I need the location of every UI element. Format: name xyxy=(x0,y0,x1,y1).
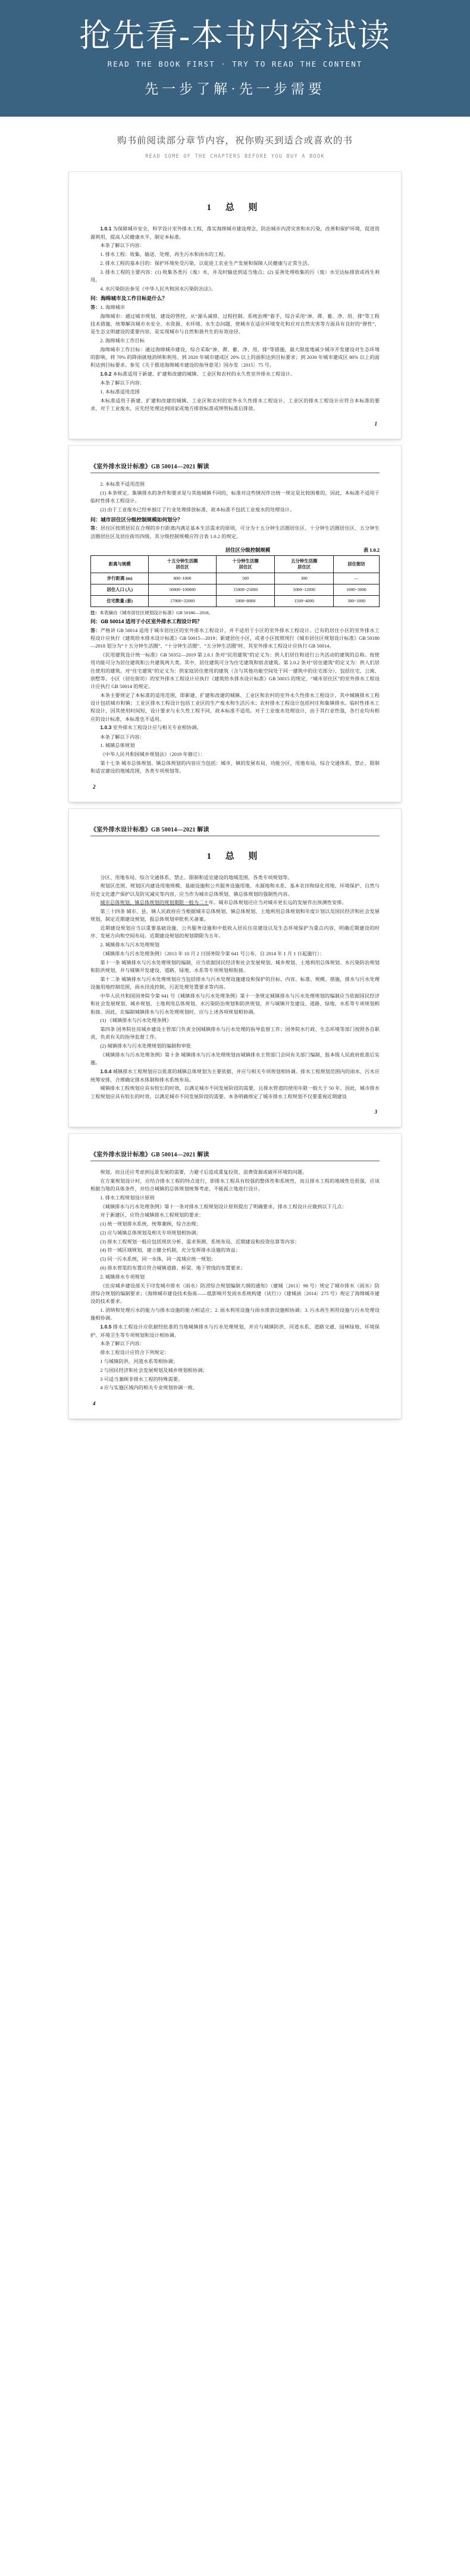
table-row-label: 住宅数量 (套) xyxy=(91,595,149,607)
body-paragraph: 分区、用地布局、综合交通体系、禁止、限制和适宜建设的地域范围，各类专项规划等。 xyxy=(100,874,293,880)
body-paragraph: 规划区范围、规划区内建设用地规模、基础设施和公共服务设施用地、水源地和水系、基本农田和绿化用地、环境保护、自然与历史文化遗产保护以及防灾减灾等内容，应当作为城市总体规划、镇总体规划的强制性内容。 xyxy=(90,883,380,897)
table-row-label: 步行距离 (m) xyxy=(91,573,149,584)
body-paragraph: 1. 消纳和处理污水的能力与排水设施的能力相适应；2. 雨水利用设施与雨水排放设施相协调；3. 污水再生利用设施与污水处理设施相协调。 xyxy=(90,1307,380,1321)
table-cell: 500 xyxy=(216,573,275,584)
clause-number: 1.0.1 xyxy=(100,226,112,232)
promo-subhead xyxy=(0,117,470,171)
body-paragraph: (2) 由于工业废水已经单独订了行业处理排放标准，故本标准不包括工业废水的处理设计。 xyxy=(100,507,295,513)
page-number: 2 xyxy=(93,783,96,790)
body-paragraph: 本条了解以下内容： xyxy=(100,1341,145,1347)
body-paragraph: 第十一条 城镇排水与污水处理规划的编制，应当依据国民经济和社会发展规划、城乡规划、土地利用总体规划、水污染防治规划和防洪规划，并与城镇开发建设、道路、绿地、水系等专项规划相衔接。 xyxy=(90,959,380,974)
page-number: 3 xyxy=(374,1108,377,1115)
table-row-label: 居住人口 (人) xyxy=(91,584,149,595)
body-paragraph: 2. 本标准不适用范围 xyxy=(100,482,145,487)
table-cell: 17000~32000 xyxy=(149,595,216,607)
body-paragraph: 排水工程设计应符合下列规定： xyxy=(100,1350,170,1356)
body-paragraph: (5) 同一污水系统，同一水体，同一流域应统一规划； xyxy=(100,1256,216,1262)
subhead-text-cn: 购书前阅读部分章节内容，祝你购买到适合或喜欢的书 xyxy=(117,136,353,146)
body-paragraph: 1. 城镇总体规划 xyxy=(100,743,135,749)
body-paragraph: 1. 排水工程规划设计原则 xyxy=(100,1195,155,1201)
table-col-header: 十分钟生活圈 居住区 xyxy=(216,555,275,573)
table-number: 表 1.0.2 xyxy=(363,547,380,553)
body-paragraph: 2. 城镇排水与污水处理规划 xyxy=(100,942,160,948)
body-paragraph: 1 与城镇防洪、河道水系等相协调； xyxy=(100,1358,178,1364)
body-paragraph: 海绵城市工作目标：通过海绵城市建设，综合采取“渗、滞、蓄、净、用、排”等措施，最大限度地减少城市开发建设对生态环境的影响，将 70% 的降雨就地消纳和利用。到 2020 年城市建成区 20% 以上的面积达到目标要求；到 2030 年城市建成区 80% 以上的面积达到目标要求。参见《关于推进海绵城市建设的指导意见》国办发〔2015〕75 号。 xyxy=(90,346,380,368)
body-paragraph: 本条了解以下内容： xyxy=(100,734,145,740)
table-col-header: 五分钟生活圈 居住区 xyxy=(275,555,334,573)
banner-subtitle-cn: 先一步了解·先一步需要 xyxy=(145,81,325,96)
body-paragraph: 第十七条 城市总体规划、镇总体规划的内容应当包括：城市、镇的发展布局，功能分区，用地布局，综合交通体系，禁止、限制和适宜建设的地域范围，各类专项规划等。 xyxy=(90,760,380,774)
question-line: 问：海绵城市及工作目标是什么？ xyxy=(90,295,167,302)
question-line: 问：GB 50014 适用于小区室外排水工程设计吗？ xyxy=(90,618,202,624)
table-cell: — xyxy=(333,573,379,584)
body-paragraph: 第四条 国务院住房城乡建设主管部门负责全国城镇排水与污水处理的指导监督工作；国务院水行政、生态环境等部门按照各自职责，负责有关的指导监督工作。 xyxy=(90,1027,380,1040)
table-cell: 300 xyxy=(275,573,334,584)
running-head: 《室外排水设计标准》GB 50014—2021 解读 xyxy=(90,824,380,836)
body-paragraph: 本条主要规定了本标准的适用范围，即新建、扩建和改建的城镇、工业区和农村的室外永久性排水工程设计，其中城镇排水工程设计包括城市和镇；工业区排水工程设计包括工业区的生产废水和生活污水；农村排水工程设计包括村庄和集镇排水。临时性排水工程设计，因其使用时间短，设计要求与永久性工程不同，故本标准不适用。对于工业废水处理设计，由于其行业性强，各行业均有相应的设计标准，本标准也不适用。 xyxy=(90,692,380,722)
body-paragraph: 3 可适当兼顾非排水工程的特殊需要。 xyxy=(100,1376,183,1382)
body-paragraph: 4 应与实施区域内的相关专业规划协调一致。 xyxy=(100,1385,198,1391)
table-note: 注：本表摘自《城市居住区规划设计标准》GB 50180—2018。 xyxy=(90,609,214,615)
body-paragraph: 《城镇排水与污水处理条例》第十一条对排水工程规划设计原则提出了明确要求，排水工程设计应做到以下几点： xyxy=(100,1203,347,1209)
table-col-header: 十五分钟生活圈 居住区 xyxy=(149,555,216,573)
body-paragraph: 《中华人民共和国城乡规划法》（2019 年修订）： xyxy=(100,752,205,758)
body-paragraph: 本条了解以下内容： xyxy=(100,380,145,386)
table-col-header: 居住街坊 xyxy=(333,555,379,573)
table-row xyxy=(91,595,380,607)
document-page[interactable] xyxy=(68,445,402,802)
body-paragraph: 1.0.4 城镇排水工程规划应以批准的城镇总体规划为主要依据，并应与相关专项规划相协调。排水工程规划范围内的雨水、污水应统筹安排，合理确定排水体制和排水系统布局。 xyxy=(90,1068,380,1083)
body-paragraph: 1.0.2 本标准适用于新建、扩建和改建的城镇、工业区和农村的永久性室外排水工程设计。 xyxy=(100,371,296,377)
body-paragraph: 《城镇排水与污水处理条例》第十条 城镇排水与污水处理规划由城镇排水主管部门会同有关部门编制，报本级人民政府批准后实施。 xyxy=(90,1052,380,1066)
clause-number: 1.0.5 xyxy=(100,1323,112,1330)
body-paragraph: 本条了解以下内容： xyxy=(100,243,145,249)
chapter-title: 1 总 则 xyxy=(206,851,264,861)
data-table xyxy=(90,555,380,607)
body-paragraph: 城镇排水工程规划应具有较长的时效，以满足城市不同发展阶段的需要，且排水管道的使用年限一般大于 50 年。因此，城市排水工程规划应具有较长的时效，以满足城市不同发展阶段的需要。本条明确规定了城市排水工程规划不仅要重视近期建设 xyxy=(90,1086,380,1099)
table-col-header: 距离与规模 xyxy=(91,555,149,573)
body-paragraph: (4) 符一域区域规划，建立健全机制，充分发挥排水设施的效益； xyxy=(100,1248,241,1253)
body-paragraph: 1.0.1 为保障城市安全，科学设计室外排水工程，落实海绵城市建设理念，防治城市内涝灾害和水污染，改善和保护环境，促进资源利用，提高人民健康水平，制定本标准。 xyxy=(90,226,380,240)
document-page[interactable] xyxy=(68,1133,402,1419)
body-paragraph: 1. 排水工程：收集、输送、处理、再生污水和雨水的工程。 xyxy=(100,252,229,258)
body-paragraph: 中华人民共和国国务院令第 641 号《城镇排水与污水处理条例》第十一条规定城镇排水与污水处理规划的编制应当依据国民经济和社会发展规划、城乡规划、土地利用总体规划、水污染防治规划和防洪规划，并与城镇开发建设、道路、绿地、水系等专项规划相衔接。因此，在编制城镇排水与污水处理规划时，应与上述各项规划相协调。 xyxy=(90,993,380,1015)
table-cell: 800~1000 xyxy=(149,573,216,584)
question-line: 问：城市居住区分级控制规模如何划分？ xyxy=(90,516,183,523)
table-cell: 5000~8000 xyxy=(216,595,275,607)
body-paragraph: 2. 排水工程的基本目的：保护环境免受污染，以促进工农业生产发展和保障人民健康与正常生活。 xyxy=(100,260,312,266)
chapter-title: 1 总 则 xyxy=(206,203,264,212)
body-paragraph: 近期建设规划应当以重要基础设施、公共服务设施和中低收入居民住房建设以及生态环境保护为重点内容，明确近期建设的时序、发展方向和空间布局。近期建设规划的规划期限为五年。 xyxy=(90,926,380,939)
table-cell: 1000~3000 xyxy=(333,584,379,595)
banner-subtitle-en: READ THE BOOK FIRST · TRY TO READ THE CONTENT xyxy=(107,59,363,68)
body-paragraph: (1) 《城镇排水与污水处理条例》 xyxy=(100,1018,172,1024)
document-page[interactable] xyxy=(68,808,402,1127)
clause-number: 1.0.2 xyxy=(100,371,112,377)
body-paragraph: 本标准适用于新建、扩建和改建的城镇、工业区和农村的室外永久性排水工程设计。工业区的排水工程设计应符合本标准的要求，对于工业废水，应先经处理达到国家或地方排放标准或纳管标准后排放。 xyxy=(90,398,380,412)
table-cell: 300~1000 xyxy=(333,595,379,607)
body-paragraph: 第三十四条 城市、县、镇人民政府应当根据城市总体规划、镇总体规划、土地利用总体规划和年度计划以及国民经济和社会发展规划，制定近期建设规划，报总体规划审批机关备案。 xyxy=(90,909,380,923)
clause-number: 1.0.4 xyxy=(100,1068,112,1074)
body-paragraph: 《城镇排水与污水处理条例》（2013 年 10 月 2 日国务院令第 641 号公布，自 2014 年 1 月 1 日起施行）： xyxy=(100,951,325,957)
body-paragraph: 2. 海绵城市工作目标 xyxy=(100,338,145,344)
body-paragraph: 规划，而且还应考虑到远景发展的需要，力避寸后造成重复投资、浪费资源或破坏环境的问题。 xyxy=(100,1169,308,1175)
subhead-text-en: READ SOME OF THE CHAPTERS BEFORE YOU BUY A BOOK xyxy=(145,154,325,160)
body-paragraph: 第十二条 城镇排水与污水处理规划应当包括排水与污水处理设施建设和保护的目标、内容、标准、规模、措施，排水与污水处理设施用地控制范围，雨水径流控制，污泥处理处置要求等内容。 xyxy=(90,976,380,990)
page-number: 1 xyxy=(374,421,377,427)
body-paragraph: 1.0.5 排水工程设计应依据经批准的当地城镇排水与污水处理规划，并应与城镇防洪、河道水系、道路交通、园林绿地、环境保护、环境卫生等专项规划和设计相协调。 xyxy=(90,1323,380,1338)
body-paragraph: (3) 排水工程规划一般应包括现状分析、需求预测、系统布局、近期建设和投资估算等内容； xyxy=(100,1239,300,1245)
document-page[interactable] xyxy=(68,171,402,439)
body-paragraph: 4. 水污染防治参见《中华人民共和国水污染防治法》。 xyxy=(100,286,217,292)
body-paragraph: 《民用建筑设计统一标准》GB 50352—2019 第 2.0.1 条对“民用建筑”的定义为：供人们居住和进行公共活动的建筑的总称。按使用功能可分为居住建筑和公共建筑两大类。其中，居住建筑可分为住宅建筑和宿舍建筑。第 2.0.2 条对“居住建筑”的定义为：供人们居住使用的建筑。对“住宅建筑”的定义为：供家庭居住使用的建筑（含与其他功能空间处于同一建筑中的住宅部分），包括住宅、公寓、别墅等。小区（居住街坊）的室外排水工程设计应执行《建筑给水排水设计标准》GB 50015 的规定，“城市居住区”的室外排水工程设计应执行 GB 50014 的规定。 xyxy=(90,652,380,690)
table-title: 居住区分级控制规模 xyxy=(225,546,271,553)
body-paragraph: 1. 本标准适用范围 xyxy=(100,389,140,395)
table-cell: 5000~12000 xyxy=(275,584,334,595)
body-paragraph: (1) 统一规划排水系统，统筹兼顾，综合治理； xyxy=(100,1221,201,1227)
running-head: 《室外排水设计标准》GB 50014—2021 解读 xyxy=(90,1149,380,1161)
table-cell: 15000~25000 xyxy=(216,584,275,595)
body-paragraph: 《住房城乡建设部关于印发城市排水（雨水）防涝综合规划编制大纲的通知》（建城〔2013〕98 号）规定了城市排水（雨水）防涝综合规划的编制要求；《海绵城市建设技术指南——低影响开发雨水系统构建（试行）》（建城函〔2014〕275 号）规定了海绵城市建设的技术要求。 xyxy=(90,1283,380,1305)
table-row xyxy=(91,584,380,595)
body-paragraph: (6) 排水管渠的布置应符合城镇道路、桥梁、地下管线的布置要求； xyxy=(100,1265,246,1271)
page-preview-list xyxy=(0,171,470,1431)
table-header-row xyxy=(91,555,380,573)
running-head: 《室外排水设计标准》GB 50014—2021 解读 xyxy=(90,461,380,473)
table-row xyxy=(91,573,380,584)
answer-paragraph: 答：居住区按照居民在合理的步行距离内满足基本生活需求的原则，可分为十五分钟生活圈居住区、十分钟生活圈居住区、五分钟生活圈居住区及居住街坊四级，其分级控制规模应符合表 1.0.2 的规定。 xyxy=(90,526,380,539)
body-paragraph: 在方案规划设计时，应结合排水工程的特点进行，即排水工程具有较强的整体性和系统性，而且排水工程的地域性也很强，应该根据当地的具体条件，并结合城镇的总体规划统筹考虑，不能孤立地进行设计。 xyxy=(90,1178,380,1192)
clause-number: 1.0.3 xyxy=(100,724,112,731)
body-paragraph: 海绵城市：通过城市规划、建设的管控，从“源头减排、过程控制、系统治理”着手，综合采用“渗、滞、蓄、净、用、排”等工程技术措施，统筹解决城市水安全、水资源、水环境、水生态问题，使城市在适应环境变化和应对自然灾害等方面具有良好的“弹性”，是生态文明建设的重要内容，是实现城市与自然和谐共生的有效途径。 xyxy=(90,313,380,335)
table-cell: 50000~100000 xyxy=(149,584,216,595)
body-paragraph: 城市总体规划、镇总体规划的规划期限一般为二十年。城市总体规划还应当对城市更长远的发展作出预测性安排。 xyxy=(100,900,347,906)
table-cell: 1500~4000 xyxy=(275,595,334,607)
body-paragraph: 2 与国民经济和社会发展规划及城乡规划相协调； xyxy=(100,1367,208,1373)
promo-banner xyxy=(0,0,470,117)
body-paragraph: 2. 城镇排水专项规划 xyxy=(100,1274,145,1280)
body-paragraph: (1) 本条规定，集镇排水的条件和要求是与其他城镇不同的，标准对这些情况作出统一规定是比较困难的，因此，本标准不适用于临时性排水工程设计。 xyxy=(90,490,380,504)
answer-paragraph: 答：严格讲 GB 50014 适用于城市居住区的室外排水工程设计，并不适用于小区的室外排水工程设计。已有的居住小区的室外排水工程设计应执行《建筑给水排水设计标准》GB 50015—2019；新建居住小区，或者小区按照现行《城市居住区规划设计标准》GB 50180—2018 划分为“十五分钟生活圈”、“十分钟生活圈”、“五分钟生活圈”时，其室外排水工程设计应执行 GB 50014。 xyxy=(90,627,380,649)
answer-paragraph: 答：1. 海绵城市 xyxy=(90,304,126,310)
body-paragraph: (2) 城镇排水与污水处理规划的编制和审批 xyxy=(100,1043,192,1049)
body-paragraph: 3. 排水工程的主要内容：(1) 收集各类污（废）水，并及时输送到适当地点；(2) 妥善处理收集的污（废）水至达标排放或再生利用。 xyxy=(90,269,380,283)
table-1-0-2 xyxy=(90,546,380,616)
banner-title: 抢先看-本书内容试读 xyxy=(79,18,391,54)
body-paragraph: 1.0.3 室外排水工程设计应与相关专业相协调。 xyxy=(100,724,202,731)
body-paragraph: 对于新建区，应符合城镇排水工程规划的要求： xyxy=(100,1212,204,1218)
page-number: 4 xyxy=(93,1400,96,1406)
body-paragraph: (2) 应与城镇总体规划及相关专项规划相协调； xyxy=(100,1230,201,1236)
